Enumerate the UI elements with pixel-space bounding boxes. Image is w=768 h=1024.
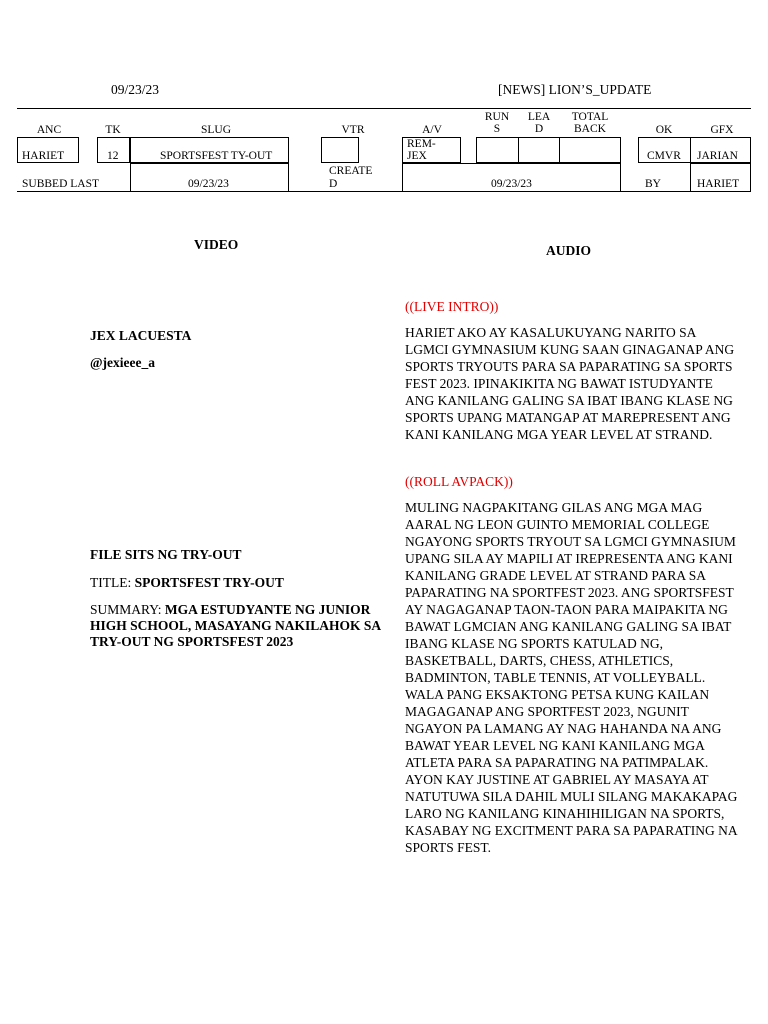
col-total-back-2: BACK — [574, 123, 606, 135]
box-runs — [476, 137, 519, 163]
meta-subbed-label: SUBBED LAST — [22, 178, 99, 190]
box-lead — [518, 137, 560, 163]
video-title-label: TITLE: — [90, 575, 135, 590]
video-title-line — [90, 575, 390, 591]
video-reporter: JEX LACUESTA — [90, 328, 192, 343]
meta-by-label: BY — [645, 178, 661, 190]
col-vtr: VTR — [341, 124, 365, 136]
col-total-back-1: TOTAL — [571, 111, 609, 123]
row-tk: 12 — [107, 150, 119, 162]
meta-by-value: HARIET — [697, 178, 740, 190]
audio-paragraph-2: MULING NAGPAKITANG GILAS ANG MGA MAG AARAL NG LEON GUINTO MEMORIAL COLLEGE NGAYONG SPORTS TRYOUT SA LGMCI GYMNASIUM UPANG SILA AY MAPILI AT IREPRESENTA ANG KANI KANILANG GRADE LEVEL AT STRAND PARA SA PAPARATING NA SPORTFEST 2023. ANG SPORTSFEST AY NAGAGANAP TAON-TAON PARA MAIPAKITA NG BAWAT LGMCIAN ANG KANILANG GALING SA IBAT IBANG KLASE NG SPORTS KATULAD NG, BASKETBALL, DARTS, CHESS, ATHLETICS, BADMINTON, TABLE TENNIS, AT VOLLEYBALL. WALA PANG EKSAKTONG PETSA KUNG KAILAN MAGAGANAP ANG SPORTFEST 2023, NGUNIT NGAYON PA LAMANG AY NAG HAHANDA NA ANG BAWAT YEAR LEVEL NG KANI KANILANG MGA ATLETA PARA SA PAPARATING NA PATIMPALAK. AYON KAY JUSTINE AT GABRIEL AY MASAYA AT NATUTUWA SILA DAHIL MULI SILANG MAKAKAPAG LARO NG KANILANG KINAHIHILIGAN NA SPORTS, KASABAY NG EXCITMENT PARA SA PAPARATING NA SPORTS FEST. — [405, 500, 738, 855]
col-gfx: GFX — [710, 124, 734, 136]
header-date: 09/23/23 — [111, 82, 160, 97]
meta-bottom-rule — [17, 191, 751, 192]
audio-heading: AUDIO — [546, 243, 592, 258]
col-anc: ANC — [36, 124, 62, 136]
video-handle: @jexieee_a — [90, 355, 156, 370]
col-slug: SLUG — [200, 124, 232, 136]
meta-created-1: CREATE — [329, 165, 373, 177]
meta-subbed-date: 09/23/23 — [188, 178, 229, 190]
row-slug: SPORTSFEST TY-OUT — [160, 150, 273, 162]
audio-paragraph-1: HARIET AKO AY KASALUKUYANG NARITO SA LGMCI GYMNASIUM KUNG SAAN GINAGANAP ANG SPORTS TRYOUTS PARA SA PAPARATING SA SPORTS FEST 2023. IPINAKIKITA NG BAWAT ISTUDYANTE ANG KANILANG GALING SA IBAT IBANG KLASE NG SPORTS UPANG MATANGAP AT MAREPRESENT ANG KANI KANILANG MGA YEAR LEVEL AT STRAND. — [405, 325, 735, 442]
row-ok: CMVR — [647, 150, 681, 162]
col-lead-1: LEA — [527, 111, 551, 123]
video-summary-label: SUMMARY: — [90, 602, 165, 617]
meta-created-date: 09/23/23 — [491, 178, 532, 190]
row-av-1: REM- — [407, 138, 436, 150]
video-summary — [90, 602, 390, 650]
meta-created-2: D — [329, 178, 338, 190]
video-file: FILE SITS NG TRY-OUT — [90, 547, 242, 562]
row-gfx: JARIAN — [697, 150, 738, 162]
video-title-value: SPORTSFEST TRY-OUT — [134, 575, 284, 590]
col-lead-2: D — [534, 123, 544, 135]
box-vtr — [321, 137, 359, 163]
col-runs-2: S — [493, 123, 501, 135]
audio-cue-live-intro: ((LIVE INTRO)) — [405, 299, 499, 314]
video-summary-value: MGA ESTUDYANTE NG JUNIOR HIGH SCHOOL, MASAYANG NAKILAHOK SA TRY-OUT NG SPORTSFEST 2023 — [90, 602, 381, 649]
row-av-2: JEX — [407, 150, 427, 162]
audio-cue-roll-avpack: ((ROLL AVPACK)) — [405, 474, 513, 489]
col-ok: OK — [655, 124, 673, 136]
col-tk: TK — [105, 124, 121, 136]
top-rule — [17, 108, 751, 109]
col-av: A/V — [422, 124, 442, 136]
header-title: [NEWS] LION’S_UPDATE — [498, 82, 652, 97]
video-heading: VIDEO — [194, 237, 239, 252]
col-runs-1: RUN — [484, 111, 510, 123]
box-total-back — [559, 137, 621, 163]
row-anc: HARIET — [22, 150, 65, 162]
